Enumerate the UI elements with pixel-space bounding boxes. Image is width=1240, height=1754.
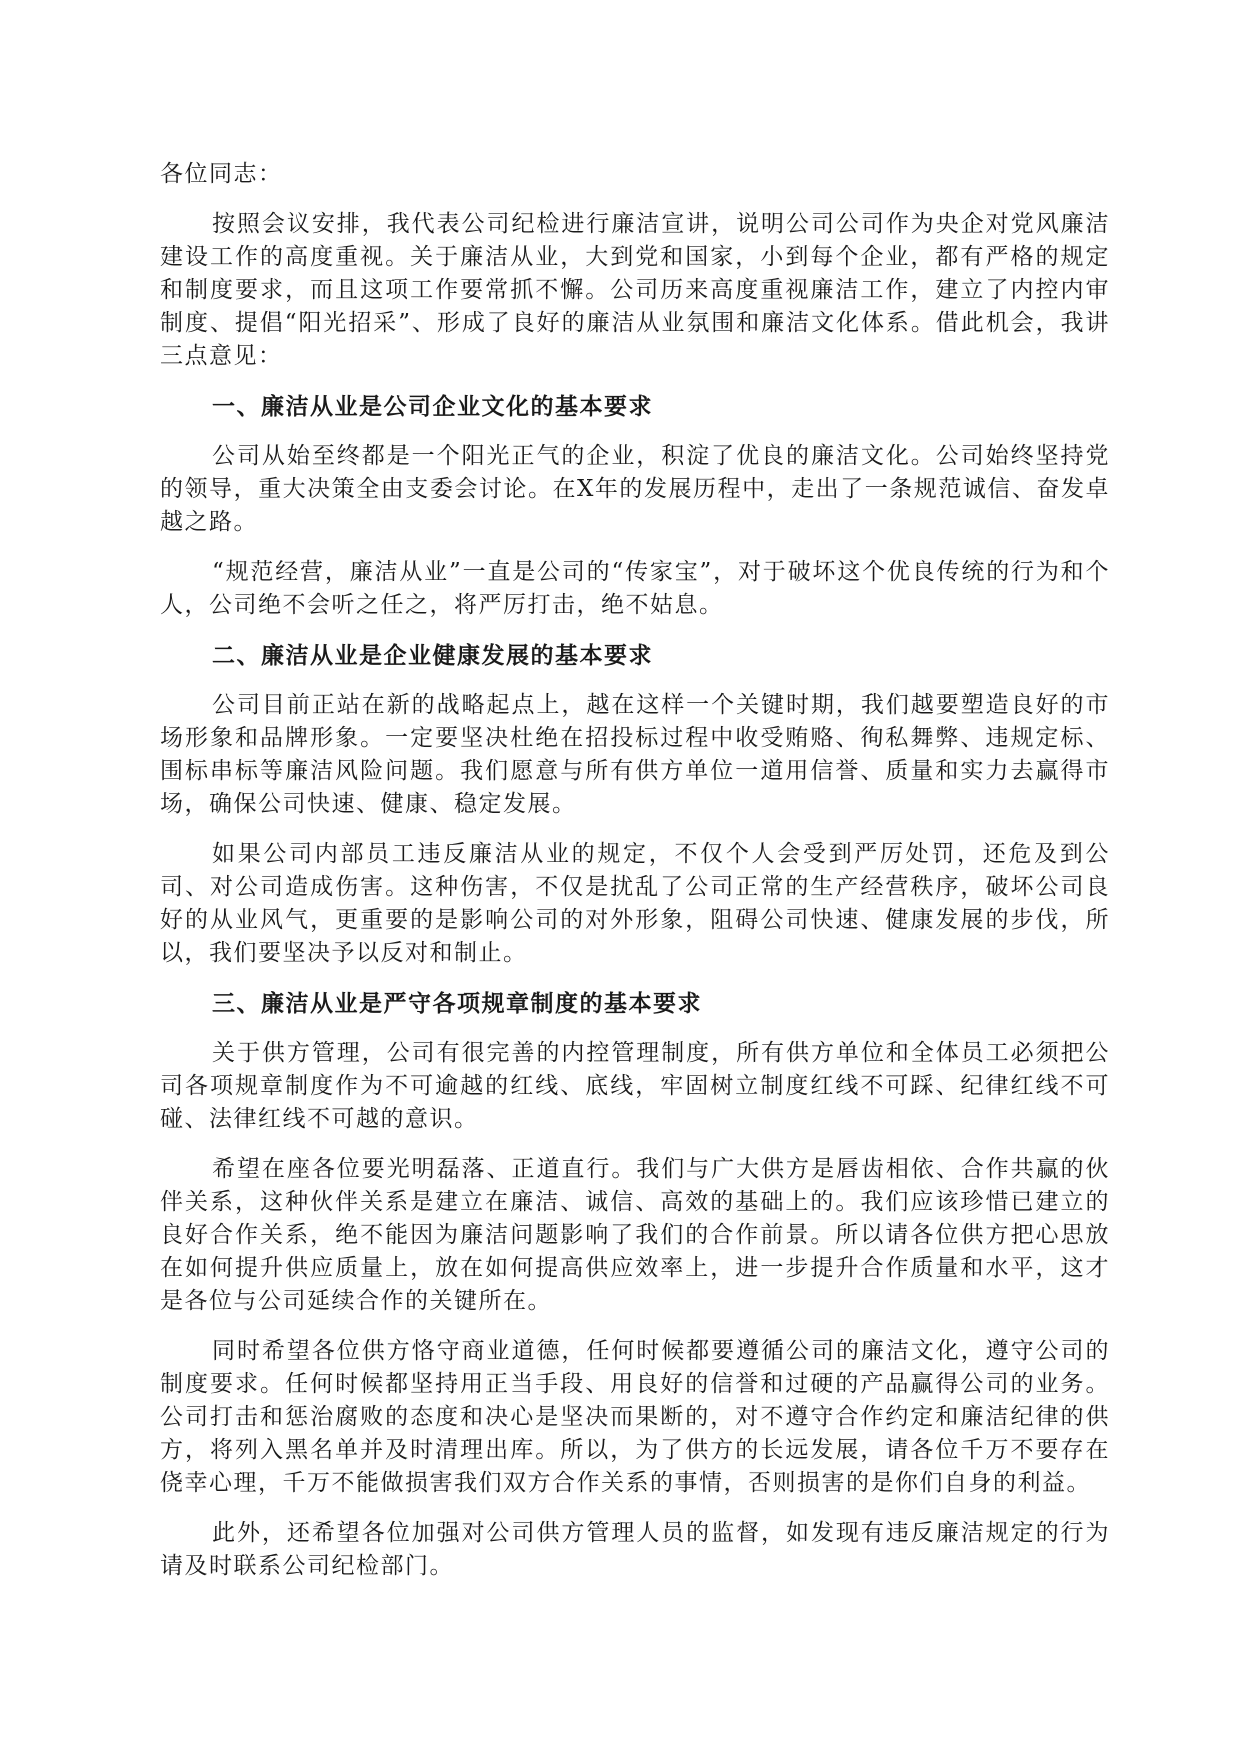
document-page <box>160 158 1110 1600</box>
section-1-paragraph-1: 公司从始至终都是一个阳光正气的企业，积淀了优良的廉洁文化。公司始终坚持党的领导，重大决策全由支委会讨论。在X年的发展历程中，走出了一条规范诚信、奋发卓越之路。 <box>160 443 1110 535</box>
section-3-paragraph-2: 希望在座各位要光明磊落、正道直行。我们与广大供方是唇齿相依、合作共赢的伙伴关系，这种伙伴关系是建立在廉洁、诚信、高效的基础上的。我们应该珍惜已建立的良好合作关系，绝不能因为廉洁问题影响了我们的合作前景。所以请各位供方把心思放在如何提升供应质量上，放在如何提高供应效率上，进一步提升合作质量和水平，这才是各位与公司延续合作的关键所在。 <box>160 1156 1110 1314</box>
section-1-paragraph-2: “规范经营，廉洁从业”一直是公司的“传家宝”，对于破坏这个优良传统的行为和个人，公司绝不会听之任之，将严厉打击，绝不姑息。 <box>160 559 1110 618</box>
intro-paragraph: 按照会议安排，我代表公司纪检进行廉洁宣讲，说明公司公司作为央企对党风廉洁建设工作的高度重视。关于廉洁从业，大到党和国家，小到每个企业，都有严格的规定和制度要求，而且这项工作要常抓不懈。公司历来高度重视廉洁工作，建立了内控内审制度、提倡“阳光招采”、形成了良好的廉洁从业氛围和廉洁文化体系。借此机会，我讲三点意见： <box>160 211 1110 369</box>
section-3-paragraph-3: 同时希望各位供方恪守商业道德，任何时候都要遵循公司的廉洁文化，遵守公司的制度要求。任何时候都坚持用正当手段、用良好的信誉和过硬的产品赢得公司的业务。公司打击和惩治腐败的态度和决心是坚决而果断的，对不遵守合作约定和廉洁纪律的供方，将列入黑名单并及时清理出库。所以，为了供方的长远发展，请各位千万不要存在侥幸心理，千万不能做损害我们双方合作关系的事情，否则损害的是你们自身的利益。 <box>160 1338 1110 1496</box>
section-heading-2: 二、廉洁从业是企业健康发展的基本要求 <box>212 642 653 669</box>
salutation: 各位同志： <box>160 161 283 187</box>
section-2-paragraph-1: 公司目前正站在新的战略起点上，越在这样一个关键时期，我们越要塑造良好的市场形象和品牌形象。一定要坚决杜绝在招投标过程中收受贿赂、徇私舞弊、违规定标、围标串标等廉洁风险问题。我们愿意与所有供方单位一道用信誉、质量和实力去赢得市场，确保公司快速、健康、稳定发展。 <box>160 692 1110 817</box>
section-3-paragraph-1: 关于供方管理，公司有很完善的内控管理制度，所有供方单位和全体员工必须把公司各项规章制度作为不可逾越的红线、底线，牢固树立制度红线不可踩、纪律红线不可碰、法律红线不可越的意识。 <box>160 1040 1110 1132</box>
section-2-paragraph-2: 如果公司内部员工违反廉洁从业的规定，不仅个人会受到严厉处罚，还危及到公司、对公司造成伤害。这种伤害，不仅是扰乱了公司正常的生产经营秩序，破坏公司良好的从业风气，更重要的是影响公司的对外形象，阻碍公司快速、健康发展的步伐，所以，我们要坚决予以反对和制止。 <box>160 841 1110 966</box>
section-heading-1: 一、廉洁从业是公司企业文化的基本要求 <box>212 393 653 420</box>
section-3-paragraph-4: 此外，还希望各位加强对公司供方管理人员的监督，如发现有违反廉洁规定的行为请及时联系公司纪检部门。 <box>160 1520 1110 1579</box>
section-heading-3: 三、廉洁从业是严守各项规章制度的基本要求 <box>212 990 702 1017</box>
